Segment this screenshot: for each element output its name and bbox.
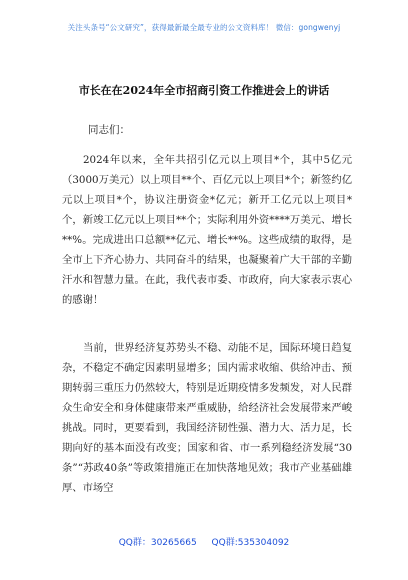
- footer-qq-group-1: QQ群：30265665: [118, 538, 197, 548]
- paragraph-2-text: 当前，世界经济复苏势头不稳、动能不足，国际环境日趋复杂，不稳定不确定因素明显增多；国内需求收缩、供给冲击、预期转弱三重压力仍然较大，特别是近期疫情多发频发，对人民群众生命安全和身体健康带来严重威胁，给经济社会发展带来严峻挑战。同时，更要看到，我国经济韧性强、潜力大、活力足，长期向好的基本面没有改变；国家和省、市一系列稳经济发展“30条”“苏政40条”等政策措施正在加快落地见效；我市产业基础雄厚、市场空: [62, 342, 352, 494]
- document-title: 市长在在2024年全市招商引资工作推进会上的讲话: [78, 84, 330, 97]
- paragraph-1-text: 2024年以来，全年共招引亿元以上项目*个，其中5亿元（3000万美元）以上项目**个、百亿元以上项目*个；新签约亿元以上项目*个，协议注册资金*亿元；新开工亿元以上项目*个，新竣工亿元以上项目**个；实际利用外资****万美元、增长**%。完成进出口总额**亿元、增长**%。这些成绩的取得，是全市上下齐心协力、共同奋斗的结果，也凝聚着广大干部的辛勤汗水和智慧力量。在此，我代表市委、市政府，向大家表示衷心的感谢！: [62, 154, 352, 306]
- paragraph-1: [62, 150, 352, 310]
- salutation: 同志们：: [88, 124, 130, 136]
- footer-contact: [0, 535, 408, 548]
- header-banner: 关注头条号“公文研究”，获得最新最全最专业的公文资料库！ 微信：gongwenyj: [67, 23, 341, 32]
- footer-qq-group-2: QQ群:535304092: [211, 538, 290, 548]
- paragraph-2: [62, 338, 352, 498]
